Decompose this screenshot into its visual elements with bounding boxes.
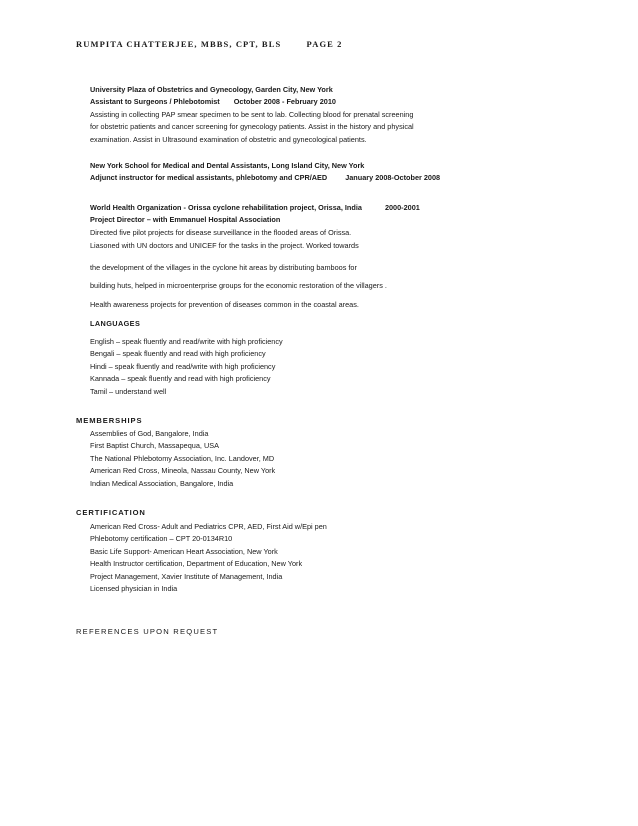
experience-paragraph xyxy=(90,262,570,274)
certification-list xyxy=(90,521,570,595)
experience-paragraph xyxy=(90,280,570,292)
membership-item: First Baptist Church, Massapequa, USA xyxy=(90,441,219,451)
languages-heading: LANGUAGES xyxy=(90,319,141,328)
header-page-number: PAGE 2 xyxy=(306,39,343,49)
languages-list xyxy=(90,336,570,398)
certification-item: Phlebotomy certification – CPT 20-0134R10 xyxy=(90,534,233,544)
page-header xyxy=(76,39,343,49)
certification-item: Basic Life Support- American Heart Association, New York xyxy=(90,546,278,556)
experience-description-line: Health awareness projects for prevention of diseases common in the coastal areas. xyxy=(90,300,359,309)
experience-dates: October 2008 - February 2010 xyxy=(233,97,336,107)
language-item: Hindi – speak fluently and read/write with high proficiency xyxy=(90,361,276,371)
experience-role-line xyxy=(90,172,570,184)
experience-description-line: building huts, helped in microenterprise groups for the economic restoration of the villagers . xyxy=(90,281,387,290)
experience-description-line: Directed five pilot projects for disease surveillance in the flooded areas of Orissa. xyxy=(90,227,352,237)
experience-title: World Health Organization - Orissa cyclone rehabilitation project, Orissa, India xyxy=(90,203,362,212)
certification-item: Project Management, Xavier Institute of Management, India xyxy=(90,571,283,581)
header-name: RUMPITA CHATTERJEE, MBBS, CPT, BLS xyxy=(76,39,282,49)
experience-description-line: for obstetric patients and cancer screening for gynecology patients. Assist in the history and physical xyxy=(90,122,414,132)
experience-role: Adjunct instructor for medical assistants, phlebotomy and CPR/AED xyxy=(90,173,328,183)
experience-title: University Plaza of Obstetrics and Gynecology, Garden City, New York xyxy=(90,85,333,94)
experience-role: Assistant to Surgeons / Phlebotomist xyxy=(90,97,220,107)
experience-description-line: Liasoned with UN doctors and UNICEF for the tasks in the project. Worked towards xyxy=(90,241,359,250)
certification-heading: CERTIFICATION xyxy=(76,508,146,517)
membership-item: Indian Medical Association, Bangalore, India xyxy=(90,478,234,488)
experience-role-line xyxy=(90,96,570,108)
certification-item: Health Instructor certification, Department of Education, New York xyxy=(90,559,303,569)
experience-dates: January 2008-October 2008 xyxy=(345,173,441,183)
experience-title-line xyxy=(90,202,570,214)
experience-university-plaza xyxy=(90,84,570,146)
references-note: REFERENCES UPON REQUEST xyxy=(76,627,219,636)
certification-item: American Red Cross- Adult and Pediatrics CPR, AED, First Aid w/Epi pen xyxy=(90,522,327,531)
membership-item: Assemblies of God, Bangalore, India xyxy=(90,429,209,438)
language-item: Tamil – understand well xyxy=(90,386,167,396)
experience-dates: 2000-2001 xyxy=(384,203,420,212)
experience-title: New York School for Medical and Dental Assistants, Long Island City, New York xyxy=(90,161,365,170)
experience-description-line: examination. Assist in Ultrasound examination of obstetric and gynecological patients. xyxy=(90,134,367,144)
membership-item: The National Phlebotomy Association, Inc. Landover, MD xyxy=(90,453,275,463)
experience-description-line: Assisting in collecting PAP smear specimen to be sent to lab. Collecting blood for prenatal screening xyxy=(90,109,414,119)
language-item: English – speak fluently and read/write with high proficiency xyxy=(90,337,283,346)
language-item: Bengali – speak fluently and read with high proficiency xyxy=(90,349,266,359)
experience-paragraph xyxy=(90,240,570,252)
experience-description-line: the development of the villages in the cyclone hit areas by distributing bamboos for xyxy=(90,263,357,272)
memberships-list xyxy=(90,428,570,490)
languages-section xyxy=(90,318,570,330)
experience-paragraph xyxy=(90,299,570,311)
experience-role: Project Director – with Emmanuel Hospital Association xyxy=(90,215,281,225)
memberships-heading: MEMBERSHIPS xyxy=(76,416,143,425)
experience-who-orissa xyxy=(90,202,570,239)
language-item: Kannada – speak fluently and read with high proficiency xyxy=(90,374,271,384)
certification-item: Licensed physician in India xyxy=(90,584,178,594)
membership-item: American Red Cross, Mineola, Nassau County, New York xyxy=(90,466,276,476)
experience-ny-school xyxy=(90,160,570,185)
